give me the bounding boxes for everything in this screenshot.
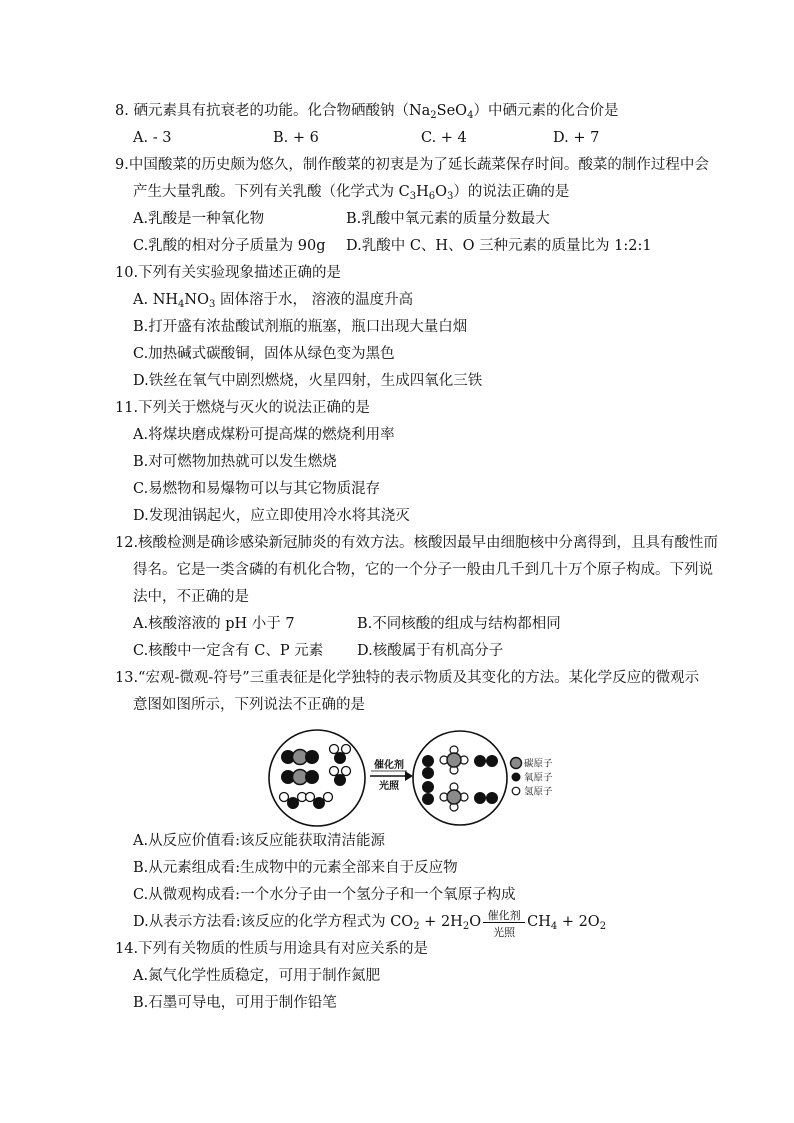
q9-option-d: D.乳酸中 C、H、O 三种元素的质量比为 1:2:1 [346,238,652,254]
methane-molecule [440,746,468,774]
water-molecule [280,793,307,810]
q12-line1: 12.核酸检测是确诊感染新冠肺炎的有效方法。核酸因最早由细胞核中分离得到，且具有酸性而 [115,535,719,551]
q9-option-b: B.乳酸中氧元素的质量分数最大 [346,211,550,227]
water-molecule [330,767,351,787]
q14-stem: 14.下列有关物质的性质与用途具有对应关系的是 [115,941,429,957]
q8-sub2: 4 [467,110,474,121]
q10-a-text-b: NO [184,292,209,308]
q13-option-c: C.从微观构成看:一个水分子由一个氢分子和一个氧原子构成 [133,887,516,903]
arrow-label-bottom: 光照 [379,781,399,792]
legend-carbon-label: 碳原子 [524,758,553,770]
q8-option-d: D. + 7 [553,130,600,146]
q10-option-c: C.加热碱式碳酸铜，固体从绿色变为黑色 [133,346,395,362]
q9-text-b: H [416,184,429,200]
q13-d-text-e: + 2O [557,914,600,930]
condition-catalyst: 催化剂 [487,909,521,922]
arrow-label-top: 催化剂 [374,760,404,771]
q9-text-d: ）的说法正确的是 [453,184,570,200]
q9-line1: 9.中国酸菜的历史颇为悠久，制作酸菜的初衷是为了延长蔬菜保存时间。酸菜的制作过程中会 [115,157,709,173]
q11-stem: 11.下列关于燃烧与灭火的说法正确的是 [115,400,371,416]
legend-carbon-marker [511,758,522,769]
q11-option-b: B.对可燃物加热就可以发生燃烧 [133,454,337,470]
q8-sub1: 2 [430,110,437,121]
q10-option-d: D.铁丝在氧气中剧烈燃烧，火星四射，生成四氧化三铁 [133,373,483,389]
q8-number: 8. [115,103,129,119]
q10-a-sub2: 3 [208,299,216,310]
q13-line1: 13.“宏观-微观-符号”三重表征是化学独特的表示物质及其变化的方法。某化学反应的微观示 [115,670,700,686]
q13-d-text-d: CH [527,914,551,930]
q10-a-sub1: 4 [178,299,185,310]
q14-option-a: A.氮气化学性质稳定，可用于制作氮肥 [133,968,381,984]
equation-condition [481,909,527,939]
q8-stem [115,101,618,121]
q12-option-a: A.核酸溶液的 pH 小于 7 [133,616,295,632]
oxygen-molecule [474,755,498,767]
q9-sub1: 3 [409,191,417,202]
oxygen-molecule [474,792,498,804]
reaction-diagram [266,727,566,829]
q9-text-c: O [435,184,447,200]
q13-option-a: A.从反应价值看:该反应能获取清洁能源 [133,833,385,849]
co2-molecule [281,750,319,765]
q10-a-text-c: 固体溶于水， 溶液的温度升高 [215,292,414,308]
condition-light: 光照 [493,926,516,939]
q12-line2: 得名。它是一类含磷的有机化合物，它的一个分子一般由几千到几十万个原子构成。下列说 [133,562,713,578]
q12-line3: 法中，不正确的是 [133,589,249,605]
q11-option-c: C.易燃物和易爆物可以与其它物质混存 [133,481,381,497]
q14-option-b: B.石墨可导电，可用于制作铅笔 [133,995,337,1011]
q9-line2 [133,182,569,202]
q10-option-b: B.打开盛有浓盐酸试剂瓶的瓶塞，瓶口出现大量白烟 [133,319,468,335]
q13-d-sub3: 4 [550,921,558,932]
q8-text-a: 硒元素具有抗衰老的功能。化合物硒酸钠（Na [133,103,431,119]
q13-d-sub2: 2 [462,921,470,932]
q12-option-d: D.核酸属于有机高分子 [357,643,504,659]
q13-d-sub4: 2 [599,921,607,932]
co2-molecule [281,770,319,785]
water-molecule [330,745,351,765]
legend-hydrogen-marker [512,787,520,795]
q8-option-c: C. + 4 [421,130,467,146]
arrow-head [405,771,413,781]
q13-line2: 意图如图所示，下列说法不正确的是 [133,697,365,713]
water-molecule [306,793,333,810]
q13-d-text-b: + 2H [419,914,463,930]
q13-option-d [133,909,607,939]
q13-d-text-c: O [469,914,482,930]
q12-option-b: B.不同核酸的组成与结构都相同 [357,616,561,632]
q10-option-a [133,290,413,310]
q10-stem: 10.下列有关实验现象描述正确的是 [115,265,342,281]
q11-option-a: A.将煤块磨成煤粉可提高煤的燃烧利用率 [133,427,395,443]
q9-sub2: 6 [428,191,436,202]
legend-oxygen-label: 氧原子 [524,772,553,784]
oxygen-molecule [422,781,434,805]
q13-option-b: B.从元素组成看:生成物中的元素全部来自于反应物 [133,860,458,876]
q8-option-b: B. + 6 [273,130,319,146]
q9-option-a: A.乳酸是一种氧化物 [133,211,265,227]
q12-option-c: C.核酸中一定含有 C、P 元素 [133,643,324,659]
q8-option-a: A. - 3 [133,130,172,146]
q9-sub3: 3 [447,191,454,202]
q9-option-c: C.乳酸的相对分子质量为 90g [133,238,326,254]
legend [511,758,554,798]
q8-text-c: ）中硒元素的化合价是 [473,103,619,119]
q13-d-sub1: 2 [413,921,420,932]
legend-hydrogen-label: 氢原子 [524,786,553,798]
q11-option-d: D.发现油锅起火，应立即使用冷水将其浇灭 [133,508,410,524]
legend-oxygen-marker [512,773,521,782]
methane-molecule [440,783,468,811]
q13-d-text-a: D.从表示方法看:该反应的化学方程式为 CO [133,914,414,930]
q8-text-b: SeO [436,103,468,119]
q9-text-a: 产生大量乳酸。下列有关乳酸（化学式为 C [133,184,410,200]
q10-a-text-a: A. NH [133,292,179,308]
oxygen-molecule [422,755,434,779]
